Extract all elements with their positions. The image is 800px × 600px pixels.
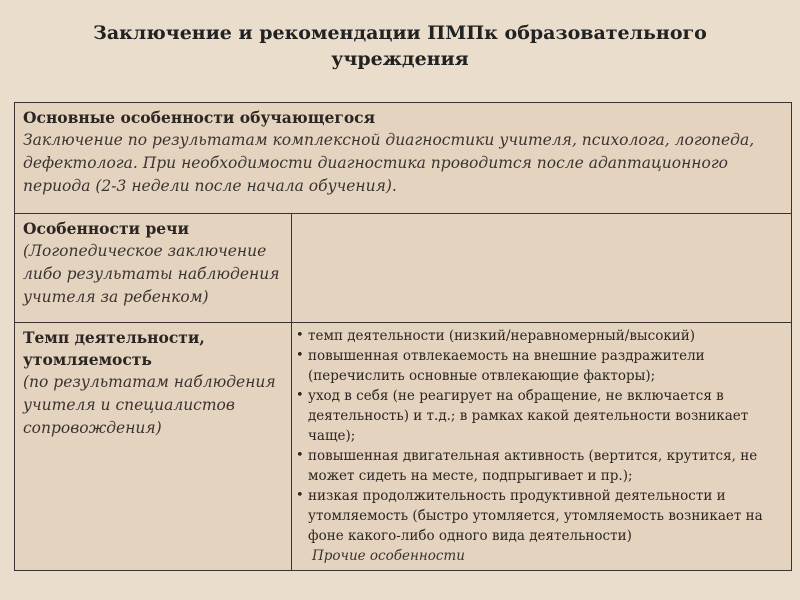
bullet-icon: • bbox=[296, 488, 304, 503]
bullet-icon: • bbox=[296, 448, 304, 463]
list-item: • низкая продолжительность продуктивной деятельности и утомляемость (быстро утомляется, утомляемость возникает на фоне какого-либо одного вида деятельности) bbox=[296, 488, 763, 544]
list-item: • повышенная отвлекаемость на внешние раздражители (перечислить основные отвлекающие факторы); bbox=[296, 348, 705, 384]
table-row-speech bbox=[15, 214, 792, 323]
title-line-2: учреждения bbox=[331, 48, 469, 70]
tempo-bullet-list bbox=[298, 326, 785, 546]
list-item: • уход в себя (не реагирует на обращение, не включается в деятельность) и т.д.; в рамках какой деятельности возникает чаще); bbox=[296, 388, 749, 444]
cell-tempo-value[interactable] bbox=[292, 323, 792, 571]
speech-note: (Логопедическое заключение либо результаты наблюдения учителя за ребенком) bbox=[23, 242, 280, 306]
list-item: • повышенная двигательная активность (вертится, крутится, не может сидеть на месте, подпрыгивает и пр.); bbox=[296, 448, 758, 484]
pmpk-table bbox=[14, 102, 792, 571]
bullet-icon: • bbox=[296, 328, 304, 343]
bullet-icon: • bbox=[296, 388, 304, 403]
list-item: • темп деятельности (низкий/неравномерный/высокий) bbox=[296, 328, 696, 344]
table-row-tempo bbox=[15, 323, 792, 571]
speech-heading: Особенности речи bbox=[23, 219, 189, 238]
bullet-icon: • bbox=[296, 348, 304, 363]
main-features-heading: Основные особенности обучающегося bbox=[23, 108, 376, 127]
cell-speech-label bbox=[15, 214, 292, 323]
cell-main-features bbox=[15, 103, 792, 214]
other-features-label: Прочие особенности bbox=[312, 548, 465, 564]
cell-speech-value[interactable] bbox=[292, 214, 792, 323]
tempo-note: (по результатам наблюдения учителя и специалистов сопровождения) bbox=[23, 373, 276, 437]
cell-tempo-label bbox=[15, 323, 292, 571]
main-features-note: Заключение по результатам комплексной диагностики учителя, психолога, логопеда, дефектолога. При необходимости диагностика проводится после адаптационного периода (2-3 недели после начала обучения). bbox=[23, 131, 755, 195]
slide-title bbox=[40, 20, 760, 72]
title-line-1: Заключение и рекомендации ПМПк образовательного bbox=[93, 22, 707, 44]
table-row-main-features bbox=[15, 103, 792, 214]
tempo-heading: Темп деятельности, утомляемость bbox=[23, 328, 205, 369]
